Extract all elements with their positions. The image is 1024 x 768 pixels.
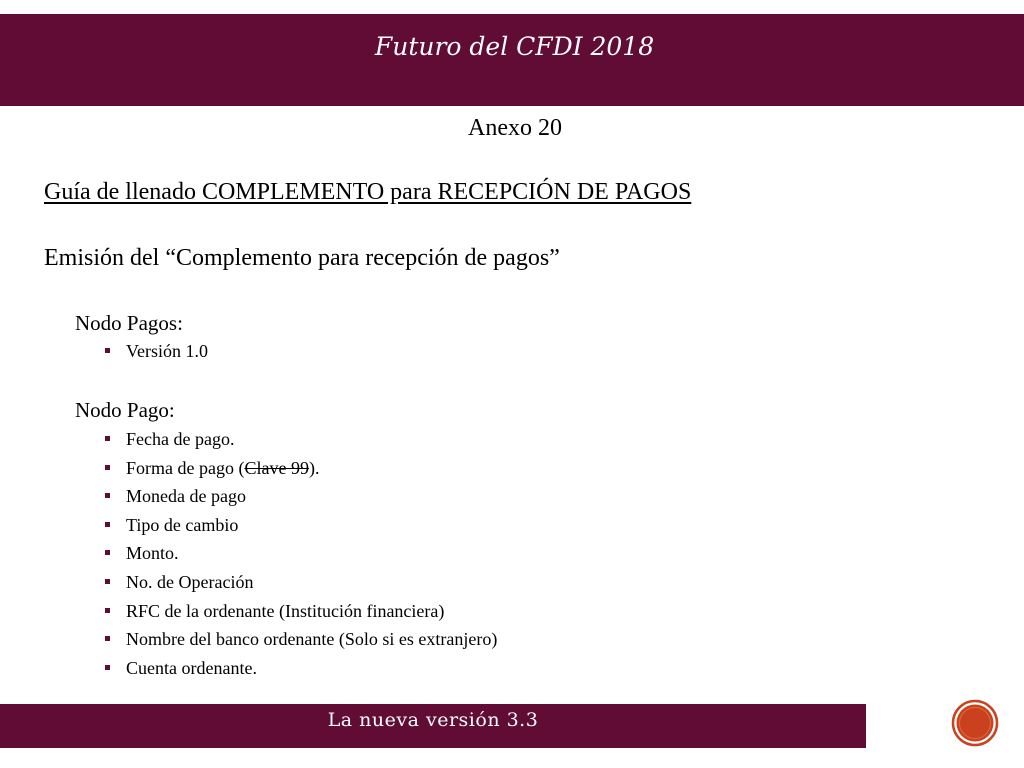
square-bullet-icon [105, 636, 110, 641]
guide-heading: Guía de llenado COMPLEMENTO para RECEPCIÓN DE PAGOS [44, 179, 692, 205]
struck-text: Clave 99 [244, 457, 309, 478]
square-bullet-icon [105, 436, 110, 441]
annex-heading: Anexo 20 [468, 115, 562, 141]
square-bullet-icon [105, 608, 110, 613]
node-pagos-label: Nodo Pagos: [75, 311, 183, 335]
square-bullet-icon [105, 493, 110, 498]
circular-logo-icon [951, 699, 999, 747]
list-item: Cuenta ordenante. [104, 657, 497, 686]
node-pagos-list [104, 340, 208, 369]
list-item: Moneda de pago [104, 485, 497, 514]
node-pago-label: Nodo Pago: [75, 398, 175, 422]
square-bullet-icon [105, 579, 110, 584]
square-bullet-icon [105, 550, 110, 555]
list-item: Nombre del banco ordenante (Solo si es extranjero) [104, 628, 497, 657]
list-item-forma-de-pago: Forma de pago (Clave 99). [104, 457, 497, 486]
list-item: Versión 1.0 [104, 340, 208, 369]
list-item: Monto. [104, 542, 497, 571]
list-item: RFC de la ordenante (Institución financiera) [104, 600, 497, 629]
emission-heading: Emisión del “Complemento para recepción de pagos” [44, 245, 560, 271]
list-item: Tipo de cambio [104, 514, 497, 543]
node-pago-list [104, 428, 497, 685]
square-bullet-icon [105, 665, 110, 670]
list-item: Fecha de pago. [104, 428, 497, 457]
square-bullet-icon [105, 522, 110, 527]
footer-text: La nueva versión 3.3 [327, 709, 539, 731]
slide-title: Futuro del CFDI 2018 [374, 32, 655, 61]
list-item: No. de Operación [104, 571, 497, 600]
square-bullet-icon [105, 348, 110, 353]
square-bullet-icon [105, 465, 110, 470]
